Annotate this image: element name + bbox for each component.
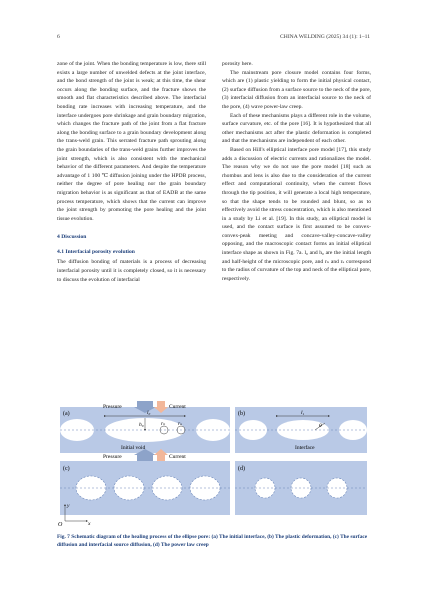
panel-b-label: (b) — [238, 411, 245, 417]
body-paragraph: The diffusion bonding of materials is a process of decreasing interfacial porosity until it is completely closed, so it is necessary to discuss the evolution of interfacial — [57, 259, 206, 283]
body-paragraph: The mainstream pore closure model contains four forms, which are (1) plastic yielding to form the initial physical contact, (2) surface diffusion from a surface source to the neck of the pore, (3) interfacial diffusion from an interfacial source to the neck of the pore, (4) wave power-law creep. — [222, 69, 371, 110]
left-column — [57, 60, 206, 284]
subsection-heading: 4.1 Interfacial porosity evolution — [57, 248, 135, 255]
rn-label: rₙ — [161, 421, 166, 427]
panel-d-label: (d) — [238, 466, 245, 472]
panel-a — [60, 401, 230, 461]
body-paragraph: zone of the joint. When the bonding temperature is low, there still exists a large number of unwelded defects at the joint interface, and the bond strength of the joint is weak; at this time, the shear occurs along the bonding surface, and the fracture shows the smooth and flat characteristics described above. The interfacial bonding rate increases with increasing temperature, and the interface undergoes pore shrinkage and grain boundary migration, which changes the fracture path of the joint from a flat fracture along the bonding surface to a grain boundary development along the trans-weld grain. This serrated fracture path sprouting along the grain boundaries of the trans-weld grains further improves the joint strength, which is also consistent with the mechanical behavior of the different parameters. And despite the temperature advantage of 1 100 ℃ diffusion joining under the HPDB process, neither the degree of pore healing nor the grain boundary migration behavior is as significant as that of EADB at the same process temperature, which shows that the current can improve the joint strength by promoting the pore healing and the joint tissue evolution. — [57, 61, 206, 222]
body-paragraph: Each of these mechanisms plays a different role in the volume, surface curvature, etc. of the pore [16]. It is hypothesized that all other mechanisms act after the plastic deformation is completed and that the mechanisms are independent of each other. — [222, 112, 371, 145]
current-label-top: Current — [169, 404, 186, 410]
figure-7 — [57, 401, 370, 529]
current-label-bottom: Current — [169, 454, 186, 460]
section-heading: 4 Discussion — [57, 234, 87, 241]
figure-7-svg — [57, 401, 370, 529]
panel-a-label: (a) — [63, 411, 70, 417]
panel-c-label: (c) — [63, 466, 70, 472]
l1-label: l₁ — [301, 410, 305, 416]
x-axis-label: x — [88, 521, 91, 527]
panel-b — [235, 407, 367, 453]
h0-label: h₀ — [139, 422, 144, 428]
body-paragraph: Based on Hill's elliptical interface pore model [17], this study adds a discussion of electric currents and rationalizes the model. The reason why we do not use the pore model [18] such as rhombus and lens is also due to the consideration of the current effect and computational continuity, when the current flows through the tip position, it will generate a local high temperature, so that the shape tends to be rounded and blunt, so as to effectively avoid the stress concentration, which is also mentioned in a study by Li et al. [19]. In this study, an elliptical model is used, and the contact surface is first assumed to be convex-convex-peak meeting and concave-valley-concave-valley opposing, and the macroscopic contact forms an initial elliptical interface shape as shown in Fig. 7a. l₀ and h₀ are the initial length and half-height of the microscopic pore, and rₙ and rₛ correspond to the radius of curvature of the top and neck of the elliptical pore, respectively. — [222, 146, 371, 282]
right-column — [222, 60, 371, 283]
interface-label: Interface — [295, 445, 315, 451]
journal-header: CHINA WELDING (2025) 34 (1): 1–11 — [280, 34, 370, 40]
pressure-label-top: Pressure — [103, 404, 122, 410]
initial-void-label: Initial void — [121, 445, 146, 451]
theta-label: θ — [319, 423, 322, 429]
page-number: 6 — [57, 34, 60, 40]
l0-label: l₀ — [147, 410, 151, 416]
origin-label: O — [58, 522, 63, 528]
y-axis-label: y — [67, 503, 70, 509]
rs-label: rₛ — [178, 421, 182, 427]
pressure-label-bottom: Pressure — [103, 454, 122, 460]
figure-caption: Fig. 7 Schematic diagram of the healing process of the ellipse pore: (a) The initial interface, (b) The plastic deformation, (c) The surface diffusion and interfacial source diffusion, (d) The power law creep — [57, 534, 368, 548]
body-paragraph: porosity here. — [222, 61, 253, 67]
panel-c — [60, 461, 230, 515]
panel-d — [235, 461, 367, 515]
